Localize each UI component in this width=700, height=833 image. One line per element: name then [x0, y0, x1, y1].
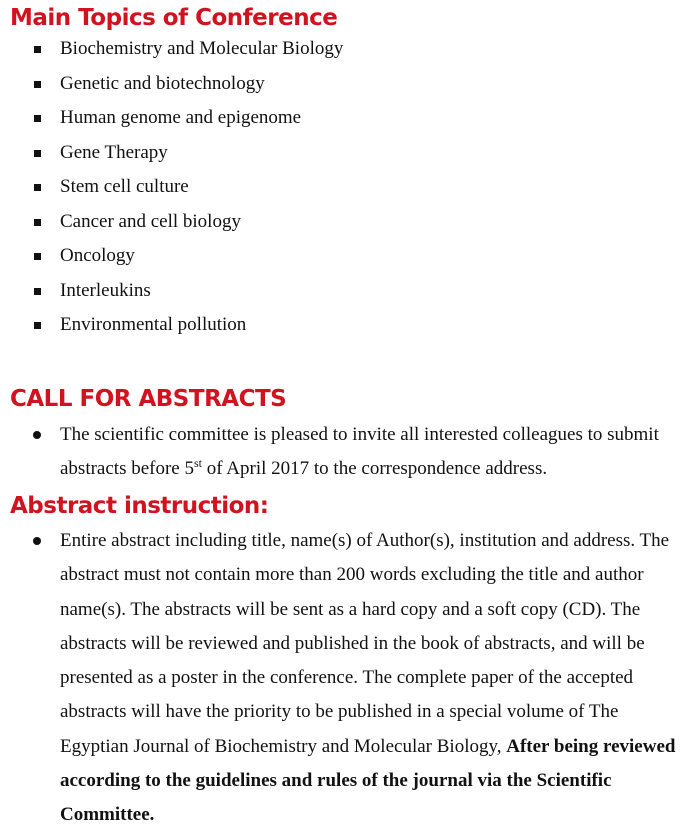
call-text: The scientific committee is pleased to invite all interested colleagues to submit abstracts before 5	[60, 424, 659, 480]
square-bullet-icon	[34, 115, 41, 122]
topic-label: Stem cell culture	[60, 176, 189, 197]
topic-label: Human genome and epigenome	[60, 107, 302, 128]
topic-label: Cancer and cell biology	[60, 210, 241, 232]
round-bullet-icon	[33, 537, 41, 545]
topic-label: Environmental pollution	[60, 314, 247, 335]
list-item	[0, 170, 700, 205]
square-bullet-icon	[34, 150, 41, 157]
square-bullet-icon	[34, 253, 41, 260]
square-bullet-icon	[34, 219, 41, 226]
square-bullet-icon	[34, 322, 41, 329]
ordinal-suffix: st	[194, 456, 203, 471]
topic-label: Interleukins	[60, 279, 151, 301]
topics-heading: Main Topics of Conference	[10, 5, 338, 31]
round-bullet-icon	[33, 431, 41, 439]
list-item	[0, 67, 700, 102]
topics-list	[0, 32, 700, 343]
call-heading: CALL FOR ABSTRACTS	[10, 386, 287, 412]
topic-label: Oncology	[60, 245, 135, 266]
square-bullet-icon	[34, 81, 41, 88]
call-text-end: of April 2017 to the correspondence address.	[202, 458, 548, 480]
topic-label: Genetic and biotechnology	[60, 72, 265, 94]
call-paragraph	[60, 418, 685, 487]
list-item	[0, 308, 700, 343]
instruction-text: Entire abstract including title, name(s) of Author(s), institution and address. The abstract must not contain more than 200 words excluding the title and author name(s). The abstracts will be sent as a hard copy and a soft copy (CD). The abstracts will be reviewed and published in the book of abstracts, and will be presented as a poster in the conference. The complete paper of the accepted abstracts will have the priority to be published in a special volume of The Egyptian Journal of Biochemistry and Molecular Biology,	[60, 530, 670, 757]
square-bullet-icon	[34, 184, 41, 191]
list-item	[0, 32, 700, 67]
square-bullet-icon	[34, 288, 41, 295]
instruction-paragraph	[60, 524, 685, 833]
list-item	[0, 274, 700, 309]
list-item	[0, 205, 700, 240]
list-item	[0, 136, 700, 171]
topic-label: Gene Therapy	[60, 141, 168, 163]
instruction-bold-text: After being reviewed according to the guidelines and rules of the journal via the Scientific Committee.	[60, 735, 676, 826]
instruction-heading: Abstract instruction:	[10, 493, 269, 519]
list-item	[0, 101, 700, 136]
list-item	[0, 239, 700, 274]
topic-label: Biochemistry and Molecular Biology	[60, 38, 344, 59]
square-bullet-icon	[34, 46, 41, 53]
